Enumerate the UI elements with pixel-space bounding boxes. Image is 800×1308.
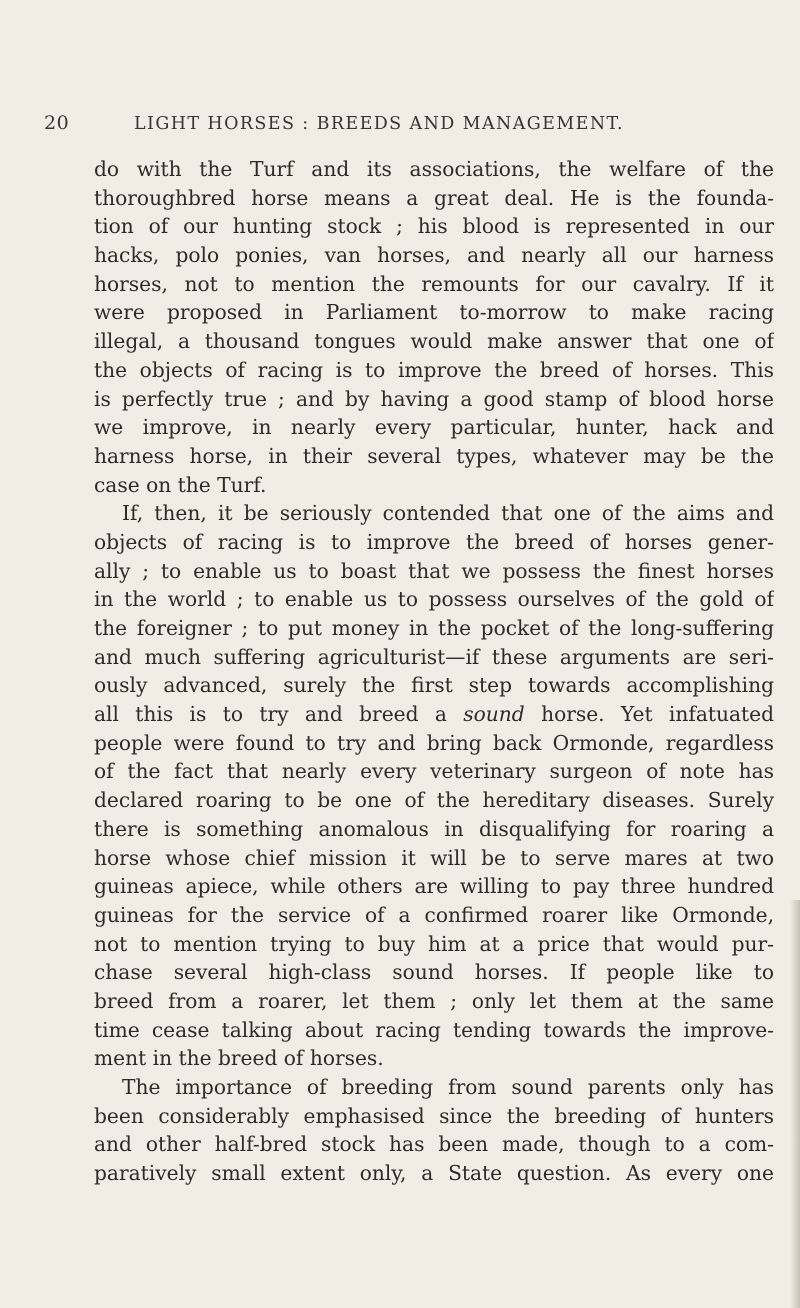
text-line: ously advanced, surely the first step towards accomplishing — [94, 673, 774, 698]
text-line: and much suffering agriculturist—if these arguments are seri- — [94, 644, 774, 669]
text-line: do with the Turf and its associations, the welfare of the — [94, 157, 774, 181]
text-line: the objects of racing is to improve the breed of horses. This — [94, 357, 774, 382]
text-line: ally ; to enable us to boast that we possess the finest horses — [94, 558, 774, 583]
running-head: LIGHT HORSES : BREEDS AND MANAGEMENT. — [134, 114, 625, 134]
text-line: there is something anomalous in disqualifying for roaring a — [94, 816, 774, 841]
text-line-with-emphasis — [94, 700, 774, 729]
text-line: objects of racing is to improve the breed of horses gener- — [94, 529, 774, 554]
text-line: and other half-bred stock has been made, though to a com- — [94, 1132, 774, 1157]
text-line: thoroughbred horse means a great deal. He is the founda- — [94, 185, 774, 210]
text-line: horses, not to mention the remounts for our cavalry. If it — [94, 271, 774, 296]
text-segment: all this is to try and breed a — [94, 702, 447, 727]
text-line: paratively small extent only, a State question. As every one — [94, 1161, 774, 1186]
text-line: people were found to try and bring back Ormonde, regardless — [94, 730, 774, 755]
text-line: If, then, it be seriously contended that one of the aims and — [122, 501, 774, 526]
text-line: time cease talking about racing tending towards the improve- — [94, 1017, 774, 1042]
text-line: chase several high-class sound horses. If people like to — [94, 960, 774, 985]
text-line: of the fact that nearly every veterinary surgeon of note has — [94, 759, 774, 784]
page-edge-shadow — [790, 900, 800, 1308]
text-line: not to mention trying to buy him at a price that would pur- — [94, 931, 774, 956]
page-number: 20 — [44, 112, 70, 134]
text-line: guineas for the service of a confirmed roarer like Ormonde, — [94, 902, 774, 927]
text-line: tion of our hunting stock ; his blood is represented in our — [94, 214, 774, 239]
text-line: the foreigner ; to put money in the pocket of the long-suffering — [94, 616, 774, 640]
text-line: ment in the breed of horses. — [94, 1046, 384, 1071]
text-line: harness horse, in their several types, whatever may be the — [94, 443, 774, 468]
text-line: in the world ; to enable us to possess ourselves of the gold of — [94, 587, 774, 612]
text-line: we improve, in nearly every particular, hunter, hack and — [94, 415, 774, 440]
emphasis-sound: sound — [463, 702, 525, 727]
text-line: case on the Turf. — [94, 472, 267, 497]
text-line: declared roaring to be one of the hereditary diseases. Surely — [94, 788, 774, 813]
text-line: breed from a roarer, let them ; only let them at the same — [94, 988, 774, 1013]
text-line: were proposed in Parliament to-morrow to make racing — [94, 300, 774, 325]
text-line: guineas apiece, while others are willing to pay three hundred — [94, 874, 774, 899]
text-line: hacks, polo ponies, van horses, and nearly all our harness — [94, 243, 774, 268]
text-line: been considerably emphasised since the breeding of hunters — [94, 1103, 774, 1128]
text-line: horse whose chief mission it will be to serve mares at two — [94, 845, 774, 870]
text-line: illegal, a thousand tongues would make answer that one of — [94, 329, 774, 354]
text-segment: horse. Yet infatuated — [541, 702, 774, 727]
body-text — [94, 155, 774, 1188]
text-line: is perfectly true ; and by having a good stamp of blood horse — [94, 386, 774, 411]
text-line: The importance of breeding from sound parents only has — [122, 1075, 774, 1099]
